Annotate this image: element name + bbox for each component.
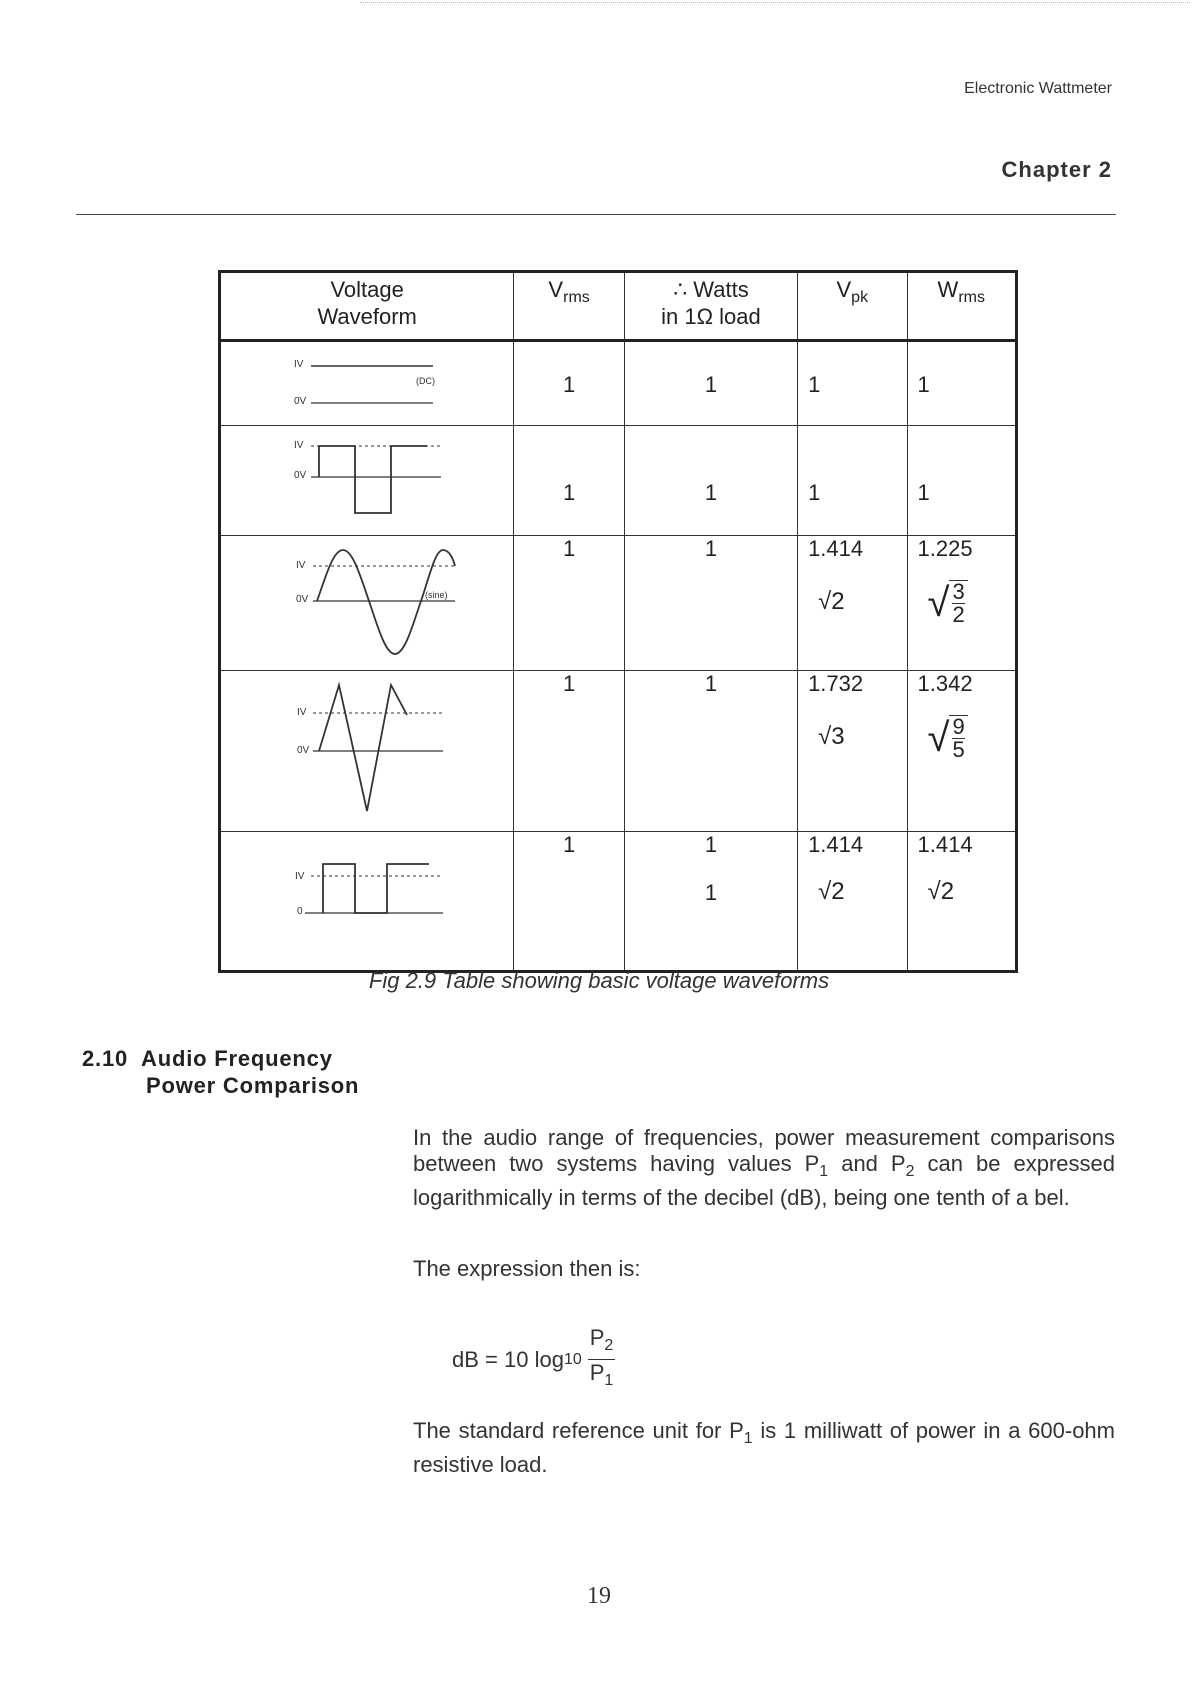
sine-1v-label: IV <box>296 560 306 571</box>
triangle-wave-path <box>319 685 407 811</box>
header-wrms <box>907 272 1016 341</box>
row5-wrms: 1.414 <box>917 832 973 857</box>
pulse-wave-path <box>323 864 429 913</box>
dc-waveform-graphic <box>221 342 496 419</box>
row4-watts: 1 <box>624 671 797 832</box>
formula-denominator <box>590 1360 614 1394</box>
row4-wrms-fraction <box>949 715 967 761</box>
sqrt-symbol: √ <box>927 716 950 760</box>
header-watts <box>624 272 797 341</box>
square-waveform-graphic <box>221 426 496 529</box>
formula-left: dB = 10 log <box>452 1346 564 1372</box>
header-wrms-sub: rms <box>958 289 985 306</box>
row2-wrms: 1 <box>907 426 1016 536</box>
row2-vpk: 1 <box>798 426 907 536</box>
header-waveform-line1: Voltage <box>330 277 404 302</box>
dc-0v-label: 0V <box>294 396 307 407</box>
header-watts-line2: in 1Ω load <box>661 304 761 329</box>
row3-vpk: 1.414 <box>808 536 864 561</box>
dc-label: (DC) <box>416 376 435 386</box>
section-heading <box>82 1045 359 1099</box>
row3-vpk-cell <box>798 536 907 671</box>
header-vrms-sub: rms <box>563 289 590 306</box>
row3-vpk-expr: √2 <box>818 588 845 615</box>
waveform-square-cell <box>220 426 514 536</box>
formula-log-base: 10 <box>563 1350 582 1368</box>
dc-1v-label: IV <box>294 359 304 370</box>
row4-vpk: 1.732 <box>808 671 864 696</box>
chapter-label: Chapter 2 <box>1001 157 1112 182</box>
para1-text-c: can be expressed logarithmically in terms of the decibel (dB), being one tenth of a bel. <box>413 1151 1116 1210</box>
row3-wrms-expr <box>928 580 968 626</box>
paragraph-expression-intro: The expression then is: <box>413 1256 641 1281</box>
running-header: Electronic Wattmeter <box>964 80 1112 97</box>
waveform-triangle-cell <box>220 671 514 832</box>
formula-num-p: P <box>589 1325 605 1350</box>
para1-sub2: 2 <box>905 1163 915 1180</box>
row3-vrms: 1 <box>514 536 625 671</box>
table-row <box>220 832 1017 972</box>
row4-wrms-cell <box>907 671 1016 832</box>
table-row <box>220 426 1017 536</box>
decibel-formula <box>452 1325 615 1394</box>
top-dotted-rule <box>360 2 1190 3</box>
pulse-zero-label: 0 <box>297 906 303 917</box>
figure-caption: Fig 2.9 Table showing basic voltage waveforms <box>368 968 830 993</box>
waveform-pulse-cell <box>220 832 514 972</box>
row5-watts-extra: 1 <box>704 880 718 905</box>
row5-vpk-cell <box>798 832 907 972</box>
paragraph-audio-range <box>413 1125 1115 1211</box>
row4-wrms-den: 5 <box>952 737 965 762</box>
sine-0v-label: 0V <box>296 594 309 605</box>
row5-vrms: 1 <box>514 832 625 972</box>
header-vrms <box>514 272 625 341</box>
triangle-0v-label: 0V <box>297 745 310 756</box>
page-number: 19 <box>587 1583 611 1609</box>
row3-wrms-den: 2 <box>952 602 965 627</box>
waveform-table <box>218 270 1018 973</box>
row4-wrms-num: 9 <box>952 714 965 739</box>
table-row <box>220 671 1017 832</box>
para1-sub1: 1 <box>819 1163 829 1180</box>
para1-text-b: and P <box>828 1151 906 1176</box>
sine-waveform-graphic <box>221 536 496 664</box>
para3-text-a: The standard reference unit for P <box>413 1418 744 1443</box>
paragraph-reference-unit <box>413 1418 1115 1478</box>
row3-wrms: 1.225 <box>917 536 973 561</box>
row5-watts-cell <box>624 832 797 972</box>
waveform-sine-cell <box>220 536 514 671</box>
sine-label: (sine) <box>425 590 448 600</box>
waveform-dc-cell <box>220 341 514 426</box>
header-wrms-w: W <box>937 277 959 302</box>
row1-vrms: 1 <box>514 341 625 426</box>
sqrt-symbol: √ <box>927 581 950 625</box>
row2-watts: 1 <box>624 426 797 536</box>
row4-vpk-cell <box>798 671 907 832</box>
triangle-1v-label: IV <box>297 707 307 718</box>
row4-wrms: 1.342 <box>917 671 973 696</box>
square-0v-label: 0V <box>294 470 307 481</box>
square-wave-path <box>319 446 427 513</box>
row3-wrms-cell <box>907 536 1016 671</box>
formula-den-sub: 1 <box>604 1372 614 1389</box>
row3-watts: 1 <box>624 536 797 671</box>
row4-wrms-expr <box>928 715 968 761</box>
row4-vpk-expr: √3 <box>818 723 845 750</box>
table-row <box>220 341 1017 426</box>
header-waveform <box>220 272 514 341</box>
row1-vpk: 1 <box>798 341 907 426</box>
row5-watts: 1 <box>704 832 718 857</box>
row5-wrms-cell <box>907 832 1016 972</box>
header-waveform-line2: Waveform <box>317 304 417 329</box>
pulse-1v-label: IV <box>295 871 305 882</box>
header-vpk-sub: pk <box>851 289 869 306</box>
row3-wrms-fraction <box>949 580 967 626</box>
header-vpk-v: V <box>836 277 852 302</box>
section-number: 2.10 <box>82 1046 129 1071</box>
pulse-waveform-graphic <box>221 832 496 964</box>
section-title-line2: Power Comparison <box>146 1073 360 1098</box>
row1-wrms: 1 <box>907 341 1016 426</box>
row2-vrms: 1 <box>514 426 625 536</box>
para3-sub: 1 <box>743 1430 753 1447</box>
table-header-row <box>220 272 1017 341</box>
formula-num-sub: 2 <box>604 1337 614 1354</box>
table-row <box>220 536 1017 671</box>
row5-vpk: 1.414 <box>808 832 864 857</box>
formula-den-p: P <box>589 1360 605 1385</box>
header-watts-line1: ∴ Watts <box>673 277 749 302</box>
header-rule <box>76 214 1116 215</box>
square-1v-label: IV <box>294 440 304 451</box>
triangle-waveform-graphic <box>221 671 496 825</box>
header-vpk <box>798 272 907 341</box>
header-vrms-v: V <box>548 277 564 302</box>
row5-vpk-expr: √2 <box>818 878 845 905</box>
row3-wrms-num: 3 <box>952 579 965 604</box>
para1-text-a: In the audio range of frequencies, power measurement comparisons between two systems having values P <box>413 1125 1115 1176</box>
row5-wrms-expr: √2 <box>927 878 955 905</box>
formula-fraction <box>588 1325 616 1394</box>
para3-text-b: is 1 milliwatt of power in a 600-ohm resistive load. <box>413 1418 1115 1477</box>
row1-watts: 1 <box>624 341 797 426</box>
formula-numerator <box>588 1325 616 1360</box>
section-title-line1: Audio Frequency <box>141 1046 333 1071</box>
row4-vrms: 1 <box>514 671 625 832</box>
